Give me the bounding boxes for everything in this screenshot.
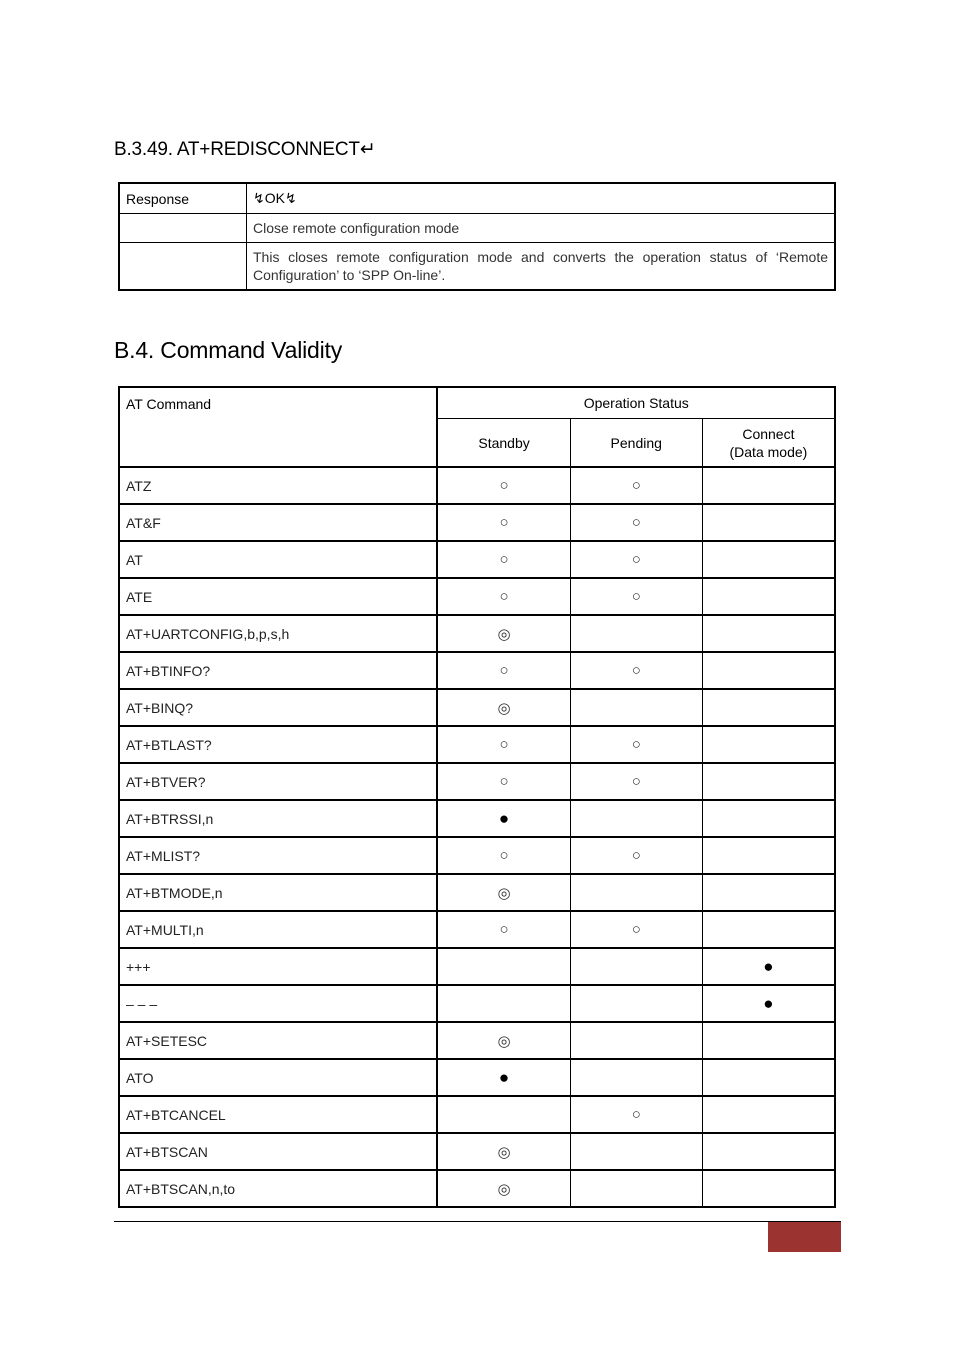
table-row	[119, 183, 835, 214]
command-cell: ATO	[119, 1059, 437, 1096]
command-cell: AT+UARTCONFIG,b,p,s,h	[119, 615, 437, 652]
connect-cell	[702, 467, 835, 504]
pending-cell: ○	[570, 1096, 702, 1133]
command-cell: AT+BTSCAN	[119, 1133, 437, 1170]
pending-cell: ○	[570, 504, 702, 541]
connect-cell	[702, 1096, 835, 1133]
pending-cell	[570, 689, 702, 726]
table-row	[119, 948, 835, 985]
pending-cell: ○	[570, 837, 702, 874]
connect-cell: ●	[702, 948, 835, 985]
command-validity-table	[118, 386, 836, 1208]
pending-cell	[570, 874, 702, 911]
response-table	[118, 182, 836, 291]
table-row	[119, 689, 835, 726]
standby-cell: ◎	[437, 1133, 570, 1170]
table-row	[119, 1022, 835, 1059]
table-row	[119, 985, 835, 1022]
command-cell: +++	[119, 948, 437, 985]
command-cell: AT	[119, 541, 437, 578]
command-cell: ATZ	[119, 467, 437, 504]
pending-cell	[570, 985, 702, 1022]
command-cell: AT+BINQ?	[119, 689, 437, 726]
standby-cell: ○	[437, 763, 570, 800]
connect-cell	[702, 911, 835, 948]
table-row	[119, 578, 835, 615]
standby-cell: ◎	[437, 689, 570, 726]
response-value: ↯OK↯	[247, 183, 836, 214]
table-row	[119, 214, 835, 243]
connect-cell	[702, 763, 835, 800]
standby-cell: ◎	[437, 1170, 570, 1207]
standby-cell: ◎	[437, 1022, 570, 1059]
connect-cell	[702, 652, 835, 689]
table-row	[119, 1133, 835, 1170]
table-row	[119, 541, 835, 578]
command-cell: AT+BTLAST?	[119, 726, 437, 763]
pending-cell	[570, 615, 702, 652]
table-row	[119, 1096, 835, 1133]
standby-cell: ○	[437, 541, 570, 578]
header-operation-status: Operation Status	[437, 387, 835, 419]
standby-cell: ●	[437, 800, 570, 837]
table-row	[119, 1059, 835, 1096]
standby-cell: ○	[437, 504, 570, 541]
pending-cell: ○	[570, 467, 702, 504]
header-at-command: AT Command	[119, 387, 437, 467]
pending-cell	[570, 800, 702, 837]
table-row	[119, 874, 835, 911]
command-cell: AT+BTRSSI,n	[119, 800, 437, 837]
table-row	[119, 837, 835, 874]
empty-cell	[119, 243, 247, 291]
table-row	[119, 800, 835, 837]
table-row	[119, 467, 835, 504]
table-header-row	[119, 387, 835, 419]
table-row	[119, 911, 835, 948]
header-standby: Standby	[437, 419, 570, 468]
pending-cell	[570, 948, 702, 985]
footer-divider	[114, 1221, 841, 1222]
command-cell: AT&F	[119, 504, 437, 541]
standby-cell: ○	[437, 837, 570, 874]
standby-cell: ◎	[437, 615, 570, 652]
response-label: Response	[119, 183, 247, 214]
standby-cell	[437, 948, 570, 985]
empty-cell	[119, 214, 247, 243]
standby-cell: ◎	[437, 874, 570, 911]
section-heading: B.3.49. AT+REDISCONNECT↵	[114, 139, 376, 160]
table-row	[119, 615, 835, 652]
command-cell: AT+MLIST?	[119, 837, 437, 874]
connect-cell	[702, 1170, 835, 1207]
table-row	[119, 726, 835, 763]
connect-cell	[702, 578, 835, 615]
table-row	[119, 1170, 835, 1207]
header-connect: Connect (Data mode)	[702, 419, 835, 468]
table-row	[119, 243, 835, 291]
connect-cell	[702, 541, 835, 578]
connect-cell	[702, 800, 835, 837]
command-cell: AT+BTMODE,n	[119, 874, 437, 911]
command-cell: AT+BTVER?	[119, 763, 437, 800]
pending-cell: ○	[570, 652, 702, 689]
connect-cell	[702, 837, 835, 874]
pending-cell	[570, 1170, 702, 1207]
connect-cell	[702, 874, 835, 911]
command-cell: AT+SETESC	[119, 1022, 437, 1059]
connect-cell	[702, 1059, 835, 1096]
command-cell: – – –	[119, 985, 437, 1022]
command-cell: AT+MULTI,n	[119, 911, 437, 948]
pending-cell: ○	[570, 578, 702, 615]
standby-cell: ○	[437, 726, 570, 763]
pending-cell	[570, 1133, 702, 1170]
connect-cell	[702, 1133, 835, 1170]
table-row	[119, 504, 835, 541]
connect-cell	[702, 615, 835, 652]
command-cell: ATE	[119, 578, 437, 615]
standby-cell: ○	[437, 652, 570, 689]
command-cell: AT+BTSCAN,n,to	[119, 1170, 437, 1207]
table-row	[119, 763, 835, 800]
header-pending: Pending	[570, 419, 702, 468]
connect-cell	[702, 504, 835, 541]
connect-cell	[702, 1022, 835, 1059]
standby-cell	[437, 1096, 570, 1133]
connect-cell	[702, 726, 835, 763]
standby-cell: ●	[437, 1059, 570, 1096]
pending-cell	[570, 1059, 702, 1096]
pending-cell: ○	[570, 763, 702, 800]
command-cell: AT+BTINFO?	[119, 652, 437, 689]
pending-cell: ○	[570, 911, 702, 948]
connect-cell	[702, 689, 835, 726]
pending-cell: ○	[570, 541, 702, 578]
page-title: B.4. Command Validity	[114, 337, 343, 363]
response-detail: This closes remote configuration mode and converts the operation status of ‘Remote Configuration’ to ‘SPP On-line’.	[247, 243, 836, 291]
standby-cell: ○	[437, 911, 570, 948]
standby-cell: ○	[437, 467, 570, 504]
pending-cell: ○	[570, 726, 702, 763]
footer-page-marker	[768, 1222, 841, 1252]
pending-cell	[570, 1022, 702, 1059]
response-description: Close remote configuration mode	[247, 214, 836, 243]
standby-cell: ○	[437, 578, 570, 615]
standby-cell	[437, 985, 570, 1022]
command-cell: AT+BTCANCEL	[119, 1096, 437, 1133]
connect-cell: ●	[702, 985, 835, 1022]
table-row	[119, 652, 835, 689]
